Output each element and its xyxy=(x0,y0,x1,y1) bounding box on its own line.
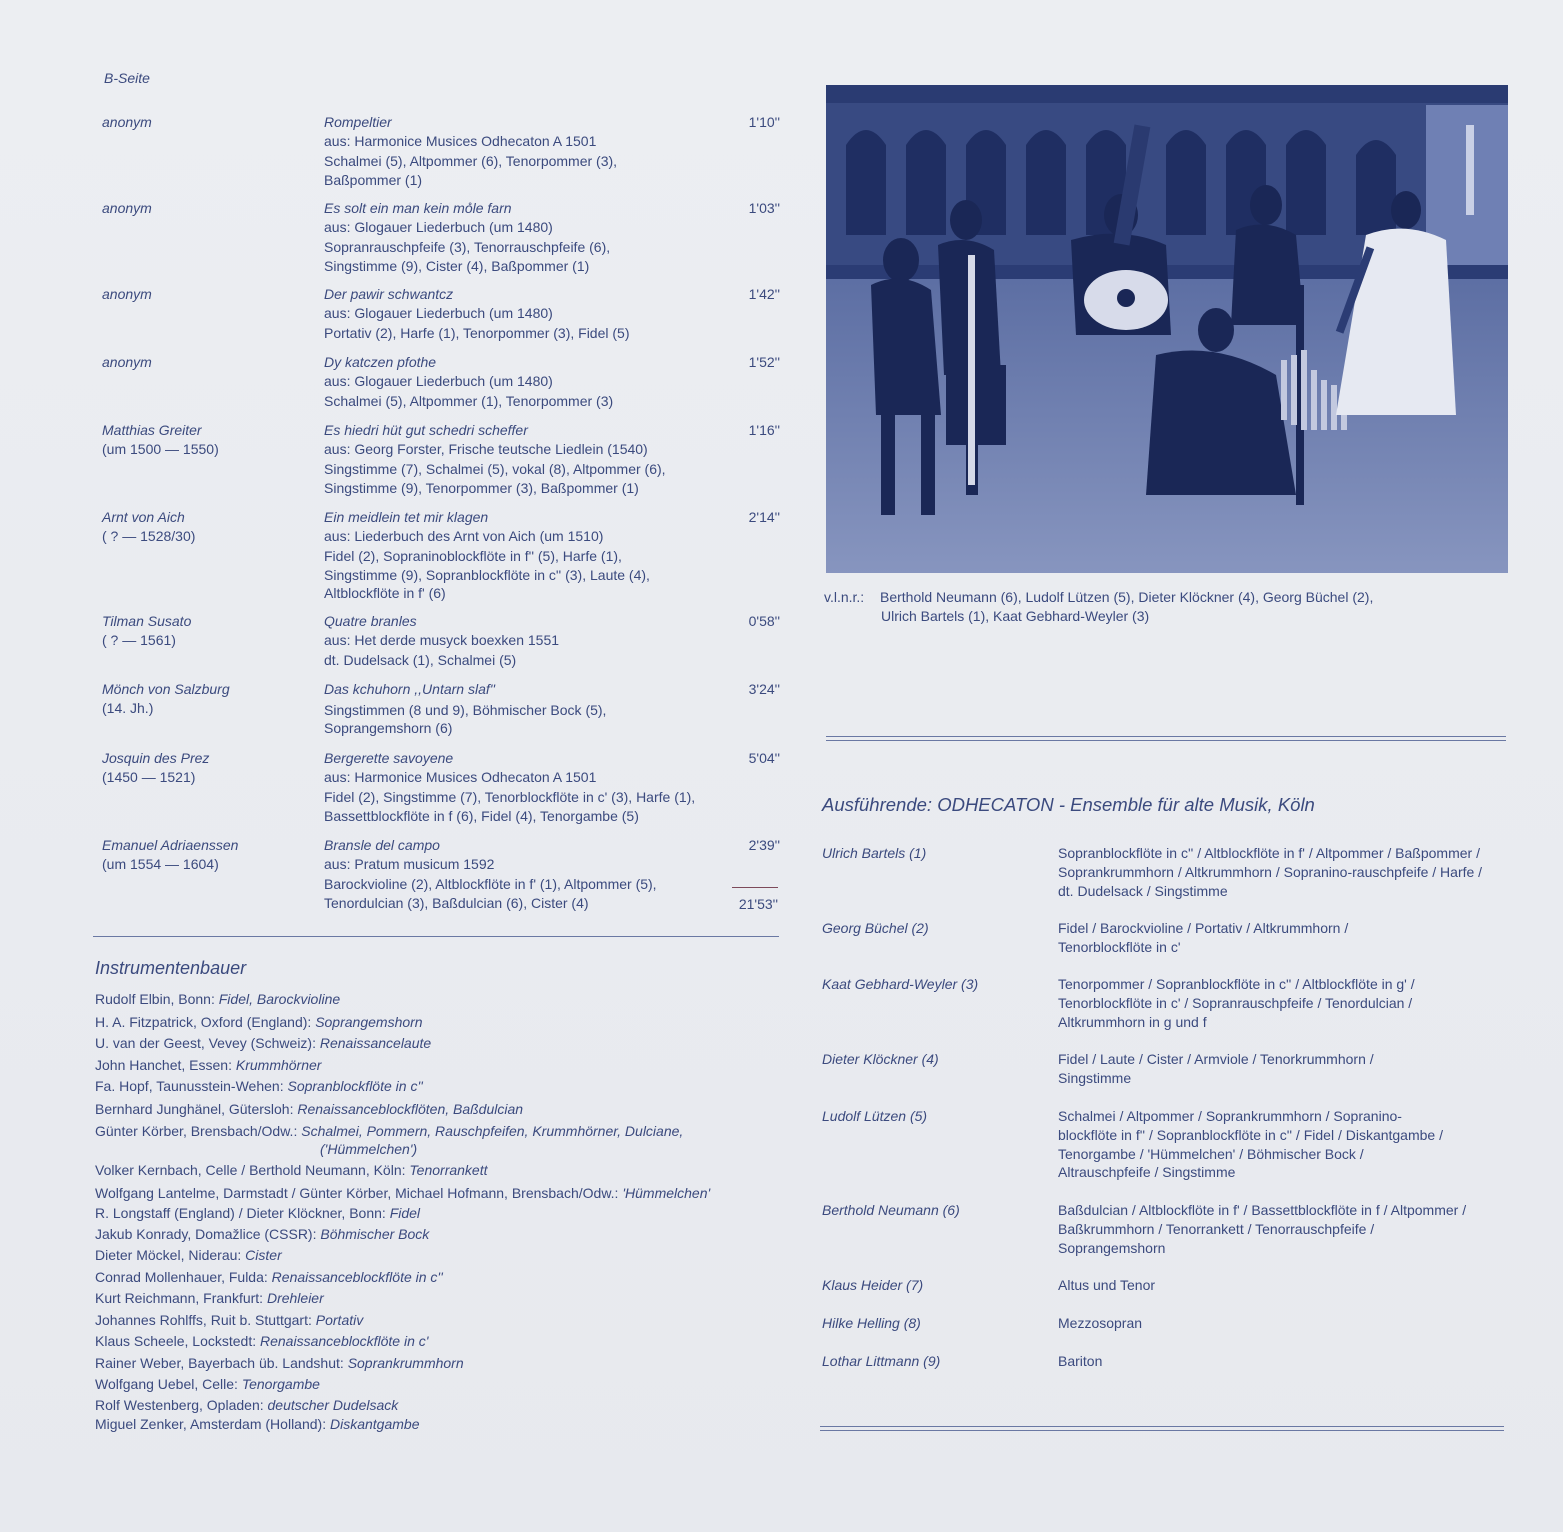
work-source: aus: Harmonice Musices Odhecaton A 1501 xyxy=(324,132,597,149)
composer xyxy=(102,353,312,372)
performer-instruments: Altus und Tenor xyxy=(1058,1277,1156,1293)
composer xyxy=(102,421,312,458)
builder-maker: Fa. Hopf, Taunusstein-Wehen: xyxy=(95,1078,288,1094)
builders-heading: Instrumentenbauer xyxy=(95,958,247,978)
work-title: Das kchuhorn ,,Untarn slaf'' xyxy=(324,681,496,697)
builder-instrument: Fidel xyxy=(389,1205,421,1221)
builder-item xyxy=(95,1056,795,1074)
work-instruments: Barockvioline (2), Altblockflöte in f' (1), Altpommer (5), Tenordulcian (3), Baßdulcian (6), Cister (4) xyxy=(324,876,657,911)
performer-instruments: Fidel / Laute / Cister / Armviole / Tenorkrummhorn / Singstimme xyxy=(1058,1051,1374,1086)
performer-name: Hilke Helling (8) xyxy=(822,1315,921,1331)
composer-name: Tilman Susato xyxy=(102,613,192,629)
work-instruments: Schalmei (5), Altpommer (1), Tenorpommer (3) xyxy=(324,393,614,409)
caption-label: v.l.n.r.: xyxy=(824,589,865,605)
work-source: aus: Glogauer Liederbuch (um 1480) xyxy=(324,218,553,235)
composer-dates: ( ? — 1561) xyxy=(102,631,176,648)
composer xyxy=(102,285,312,304)
builder-instrument: Tenorgambe xyxy=(241,1376,320,1392)
work xyxy=(324,680,744,738)
builder-instrument: Soprankrummhorn xyxy=(347,1355,464,1371)
builder-instrument: Tenorrankett xyxy=(409,1162,488,1178)
duration: 1'10'' xyxy=(748,114,780,130)
divider xyxy=(93,936,779,937)
builder-item xyxy=(95,1246,795,1264)
performer-instruments: Fidel / Barockvioline / Portativ / Altkrummhorn / Tenorblockflöte in c' xyxy=(1058,920,1349,955)
composer xyxy=(102,199,312,218)
builder-instrument: Portativ xyxy=(315,1312,364,1328)
performer-instruments: Sopranblockflöte in c'' / Altblockflöte in f' / Altpommer / Baßpommer / Soprankrummhorn / Altkrummhorn / Sopranino-rauschpfeife / Harfe / dt. Dudelsack / Singstimme xyxy=(1058,845,1483,899)
composer xyxy=(102,749,312,786)
performer-instruments: Tenorpommer / Sopranblockflöte in c'' / Altblockflöte in g' / Tenorblockflöte in c' / Sopranrauschpfeife / Tenordulcian / Altkrummhorn in g und f xyxy=(1058,976,1415,1030)
photo-caption xyxy=(824,588,1504,625)
composer-name: Josquin des Prez xyxy=(102,750,210,766)
work xyxy=(324,836,744,912)
builder-instrument: Soprangemshorn xyxy=(315,1014,423,1030)
side-label: B-Seite xyxy=(104,70,150,86)
builder-item xyxy=(95,1122,795,1158)
composer xyxy=(102,836,312,873)
work-title: Rompeltier xyxy=(324,114,392,130)
caption-line2: Ulrich Bartels (1), Kaat Gebhard-Weyler (3) xyxy=(881,607,1150,624)
builder-maker: Klaus Scheele, Lockstedt: xyxy=(95,1333,260,1349)
builder-instrument: Renaissanceblockflöte in c' xyxy=(260,1333,429,1349)
builder-maker: Dieter Möckel, Niderau: xyxy=(95,1247,246,1263)
builder-maker: H. A. Fitzpatrick, Oxford (England): xyxy=(95,1014,316,1030)
performer-name: Klaus Heider (7) xyxy=(822,1277,924,1293)
builder-item xyxy=(95,1034,795,1052)
duration: 0'58'' xyxy=(748,613,780,629)
ensemble-photo xyxy=(826,85,1508,573)
work xyxy=(324,353,744,411)
performer-name: Berthold Neumann (6) xyxy=(822,1202,960,1218)
builder-maker: Johannes Rohlffs, Ruit b. Stuttgart: xyxy=(95,1312,316,1328)
work-source: aus: Het derde musyck boexken 1551 xyxy=(324,631,560,648)
performer-name: Ulrich Bartels (1) xyxy=(822,845,927,861)
work-instruments: Fidel (2), Singstimme (7), Tenorblockflöte in c' (3), Harfe (1), Bassettblockflöte in f (6), Fidel (4), Tenorgambe (5) xyxy=(324,789,696,824)
builder-instrument: Diskantgambe xyxy=(329,1416,420,1432)
work-title: Dy katczen pfothe xyxy=(324,354,437,370)
composer-name: Arnt von Aich xyxy=(102,509,185,525)
composer-name: anonym xyxy=(102,286,152,302)
work-instruments: Sopranrauschpfeife (3), Tenorrauschpfeife (6), Singstimme (9), Cister (4), Baßpommer (1) xyxy=(324,239,611,274)
work-instruments: Singstimmen (8 und 9), Böhmischer Bock (5), Soprangemshorn (6) xyxy=(324,701,607,736)
performer-name: Kaat Gebhard-Weyler (3) xyxy=(822,976,979,992)
work-instruments: Fidel (2), Sopraninoblockflöte in f'' (5), Harfe (1), Singstimme (9), Sopranblockflöte in c'' (3), Laute (4), Altblockflöte in f' (6) xyxy=(324,548,650,601)
work-source: aus: Georg Forster, Frische teutsche Liedlein (1540) xyxy=(324,440,648,457)
composer-name: anonym xyxy=(102,114,152,130)
builder-item xyxy=(95,1268,795,1286)
composer xyxy=(102,680,312,717)
builder-item xyxy=(95,1100,795,1118)
composer-dates: ( ? — 1528/30) xyxy=(102,527,196,544)
duration: 2'39'' xyxy=(748,837,780,853)
builder-maker: Jakub Konrady, Domažlice (CSSR): xyxy=(95,1226,321,1242)
builder-maker: Bernhard Junghänel, Gütersloh: xyxy=(95,1101,298,1117)
builder-item xyxy=(95,1289,795,1307)
work-title: Es solt ein man kein mo̊le farn xyxy=(324,200,512,216)
builder-item xyxy=(95,1415,795,1433)
builder-maker: U. van der Geest, Vevey (Schweiz): xyxy=(95,1035,320,1051)
builder-maker: Conrad Mollenhauer, Fulda: xyxy=(95,1269,272,1285)
caption-line1: Berthold Neumann (6), Ludolf Lützen (5), Dieter Klöckner (4), Georg Büchel (2), xyxy=(880,589,1374,605)
composer-name: anonym xyxy=(102,200,152,216)
builder-instrument: Cister xyxy=(245,1247,282,1263)
builder-maker: Günter Körber, Brensbach/Odw.: xyxy=(95,1123,302,1139)
work-title: Bergerette savoyene xyxy=(324,750,454,766)
duration: 1'42'' xyxy=(748,286,780,302)
performer-name: Lothar Littmann (9) xyxy=(822,1353,941,1369)
builder-item xyxy=(95,1204,795,1222)
duration: 2'14'' xyxy=(748,509,780,525)
composer xyxy=(102,113,312,132)
work-instruments: Portativ (2), Harfe (1), Tenorpommer (3), Fidel (5) xyxy=(324,325,630,341)
builder-maker: Rainer Weber, Bayerbach üb. Landshut: xyxy=(95,1355,348,1371)
builder-maker: R. Longstaff (England) / Dieter Klöckner, Bonn: xyxy=(95,1205,390,1221)
builder-instrument: Renaissancelaute xyxy=(319,1035,432,1051)
work-title: Der pawir schwantcz xyxy=(324,286,454,302)
work-instruments: Schalmei (5), Altpommer (6), Tenorpommer (3), Baßpommer (1) xyxy=(324,153,618,188)
work xyxy=(324,113,744,189)
builder-maker: Rolf Westenberg, Opladen: xyxy=(95,1397,268,1413)
composer-name: anonym xyxy=(102,354,152,370)
builder-instrument: deutscher Dudelsack xyxy=(267,1397,399,1413)
work-title: Ein meidlein tet mir klagen xyxy=(324,509,489,525)
total-duration: 21'53'' xyxy=(738,896,778,912)
performer-instruments: Mezzosopran xyxy=(1058,1315,1143,1331)
work-title: Bransle del campo xyxy=(324,837,440,853)
duration: 3'24'' xyxy=(748,681,780,697)
builder-instrument: Böhmischer Bock xyxy=(320,1226,430,1242)
work xyxy=(324,199,744,275)
composer-name: Emanuel Adriaenssen xyxy=(102,837,239,853)
work-instruments: Singstimme (7), Schalmei (5), vokal (8), Altpommer (6), Singstimme (9), Tenorpommer (3), Baßpommer (1) xyxy=(324,461,666,496)
performer-name: Ludolf Lützen (5) xyxy=(822,1108,928,1124)
work-source: aus: Glogauer Liederbuch (um 1480) xyxy=(324,372,553,389)
builder-item xyxy=(95,990,795,1008)
ensemble-heading: Ausführende: ODHECATON - Ensemble für alte Musik, Köln xyxy=(822,794,1315,815)
builder-maker: John Hanchet, Essen: xyxy=(95,1057,236,1073)
builder-maker: Rudolf Elbin, Bonn: xyxy=(95,991,219,1007)
builder-instrument: Sopranblockflöte in c'' xyxy=(287,1078,423,1094)
composer-name: Matthias Greiter xyxy=(102,422,202,438)
composer-dates: (14. Jh.) xyxy=(102,699,154,716)
builder-item xyxy=(95,1332,795,1350)
duration: 1'03'' xyxy=(748,200,780,216)
ensemble-photo-illustration xyxy=(826,85,1508,573)
work-instruments: dt. Dudelsack (1), Schalmei (5) xyxy=(324,652,517,668)
composer-dates: (um 1500 — 1550) xyxy=(102,440,219,457)
builder-maker: Volker Kernbach, Celle / Berthold Neumann, Köln: xyxy=(95,1162,410,1178)
builder-instrument-cont: ('Hümmelchen') xyxy=(320,1141,418,1157)
performer-instruments: Baßdulcian / Altblockflöte in f' / Bassettblockflöte in f / Altpommer / Baßkrummhorn / Tenorrankett / Tenorrauschpfeife / Soprangemshorn xyxy=(1058,1202,1467,1256)
double-divider xyxy=(826,736,1506,741)
performer-instruments: Bariton xyxy=(1058,1353,1103,1369)
builder-instrument: Renaissanceblockflöten, Baßdulcian xyxy=(297,1101,524,1117)
builder-item xyxy=(95,1225,795,1243)
builder-item xyxy=(95,1396,795,1414)
builder-instrument: Krummhörner xyxy=(235,1057,322,1073)
composer xyxy=(102,508,312,545)
builder-item xyxy=(95,1311,795,1329)
builder-item xyxy=(95,1013,795,1031)
builder-instrument: Fidel, Barockvioline xyxy=(218,991,341,1007)
builder-instrument: Renaissanceblockflöte in c'' xyxy=(271,1269,443,1285)
duration: 1'52'' xyxy=(748,354,780,370)
builder-item xyxy=(95,1354,795,1372)
builder-maker: Miguel Zenker, Amsterdam (Holland): xyxy=(95,1416,330,1432)
work-title: Es hiedri hüt gut schedri scheffer xyxy=(324,422,528,438)
work-source: aus: Glogauer Liederbuch (um 1480) xyxy=(324,304,553,321)
builder-instrument: 'Hümmelchen' xyxy=(622,1185,711,1201)
work xyxy=(324,421,744,497)
duration: 1'16'' xyxy=(748,422,780,438)
duration: 5'04'' xyxy=(748,750,780,766)
work xyxy=(324,285,744,343)
builder-item xyxy=(95,1161,795,1179)
builder-item xyxy=(95,1184,795,1202)
work-source: aus: Pratum musicum 1592 xyxy=(324,855,495,872)
double-divider-bottom xyxy=(820,1426,1504,1431)
builder-instrument: Drehleier xyxy=(266,1290,324,1306)
builder-item xyxy=(95,1375,795,1393)
composer xyxy=(102,612,312,649)
builder-maker: Kurt Reichmann, Frankfurt: xyxy=(95,1290,267,1306)
total-rule xyxy=(732,887,778,888)
builder-maker: Wolfgang Lantelme, Darmstadt / Günter Körber, Michael Hofmann, Brensbach/Odw.: xyxy=(95,1185,623,1201)
composer-name: Mönch von Salzburg xyxy=(102,681,230,697)
performer-name: Georg Büchel (2) xyxy=(822,920,929,936)
work-title: Quatre branles xyxy=(324,613,417,629)
builder-maker: Wolfgang Uebel, Celle: xyxy=(95,1376,242,1392)
composer-dates: (um 1554 — 1604) xyxy=(102,855,219,872)
work-source: aus: Harmonice Musices Odhecaton A 1501 xyxy=(324,768,597,785)
work xyxy=(324,749,744,825)
performer-name: Dieter Klöckner (4) xyxy=(822,1051,939,1067)
work-source: aus: Liederbuch des Arnt von Aich (um 1510) xyxy=(324,527,604,544)
performer-instruments: Schalmei / Altpommer / Soprankrummhorn / Sopranino-blockflöte in f'' / Sopranblockflöte in c'' / Fidel / Diskantgambe / Tenorgambe / 'Hümmelchen' / Böhmischer Bock / Altrauschpfeife / Singstimme xyxy=(1058,1108,1443,1181)
builder-instrument: Schalmei, Pommern, Rauschpfeifen, Krummhörner, Dulciane, xyxy=(301,1123,684,1139)
work xyxy=(324,508,744,603)
work xyxy=(324,612,744,670)
builder-item xyxy=(95,1077,795,1095)
composer-dates: (1450 — 1521) xyxy=(102,768,196,785)
